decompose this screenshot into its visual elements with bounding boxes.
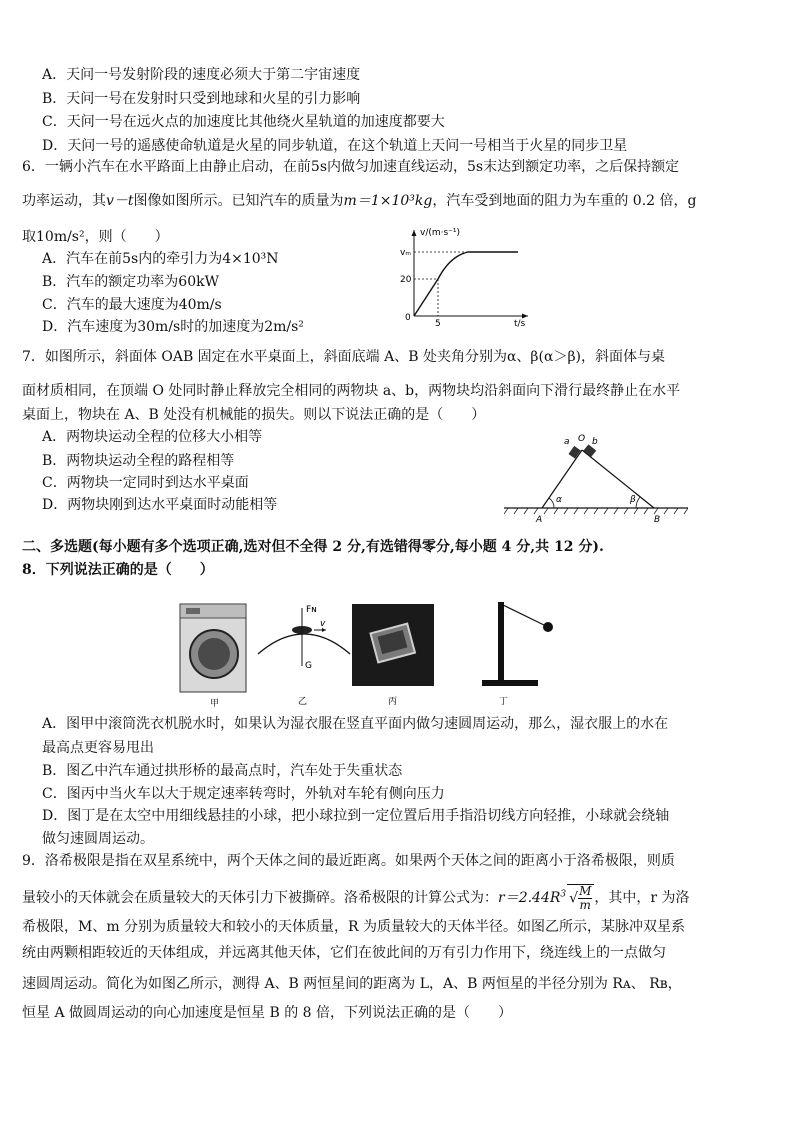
roche-formula: $r=2.44R^3$ √ $\frac{M}{m}$	[498, 890, 594, 906]
q6-stem-line2: 功率运动，其v－t图像如图所示。已知汽车的质量为m＝1×10³kg，汽车受到地面的阻力为车重的 0.2 倍，g	[22, 193, 697, 209]
q9-stem-line4: 统由两颗相距较近的天体组成，并远离其他天体，它们在彼此间的万有引力作用下，绕连线上的一点做匀	[22, 945, 666, 961]
caption-bing: 丙	[388, 697, 398, 707]
q8-option-d-line1: D．图丁是在太空中用细线悬挂的小球，把小球拉到一定位置后用手指沿切线方向轻推，小球就会绕轴	[42, 808, 670, 824]
q9-stem-line6: 恒星 A 做圆周运动的向心加速度是恒星 B 的 8 倍，下列说法正确的是（ ）	[22, 1005, 513, 1021]
q8-figure-yi-arch-bridge	[256, 600, 352, 708]
q6-stem-line1: 6．一辆小汽车在水平路面上由静止启动，在前5s内做匀加速直线运动，5s末达到额定功率，之后保持额定	[22, 159, 680, 175]
point-a-label: A	[536, 515, 543, 525]
q7-option-c: C．两物块一定同时到达水平桌面	[42, 475, 249, 491]
q7-option-a: A．两物块运动全程的位移大小相等	[42, 429, 263, 445]
point-b-label: B	[654, 515, 661, 525]
q8-option-c: C．图丙中当火车以大于规定速率转弯时，外轨对车轮有侧向压力	[42, 786, 445, 802]
q7-incline-figure	[504, 432, 688, 526]
block-a-label: a	[564, 437, 570, 447]
q9-stem-line3: 希极限，M、m 分别为质量较大和较小的天体质量，R 为质量较大的天体半径。如图乙所示，某脉冲双星系	[22, 919, 686, 935]
caption-yi: 乙	[298, 697, 308, 707]
q8-option-d-line2: 做匀速圆周运动。	[42, 831, 154, 847]
caption-jia: 甲	[210, 699, 220, 708]
q9-stem-line5: 速圆周运动。简化为如图乙所示，测得 A、B 两恒星间的距离为 L，A、B 两恒星的半径分别为 Rᴀ、 Rʙ，	[22, 976, 682, 992]
q9-stem-line1: 9．洛希极限是指在双星系统中，两个天体之间的最近距离。如果两个天体之间的距离小于洛希极限，则质	[22, 853, 675, 869]
graph-vm-label: vₘ	[400, 248, 411, 258]
q6-option-c: C．汽车的最大速度为40m/s	[42, 297, 222, 313]
alpha-label: α	[556, 495, 562, 505]
q7-option-b: B．两物块运动全程的路程相等	[42, 453, 235, 469]
section2-heading: 二、多选题(每小题有多个选项正确,选对但不全得 2 分,有选错得零分,每小题 4 分,共 12 分).	[22, 539, 604, 555]
q8-figure-bing-train	[352, 600, 434, 708]
q8-option-a-line2: 最高点更容易甩出	[42, 740, 154, 756]
q6-option-b: B．汽车的额定功率为60kW	[42, 274, 219, 290]
q5-option-d: D．天问一号的遥感使命轨道是火星的同步轨道，在这个轨道上天问一号相当于火星的同步卫星	[42, 138, 628, 154]
q7-stem-line1: 7．如图所示，斜面体 OAB 固定在水平桌面上，斜面底端 A、B 处夹角分别为α、β(α＞β)，斜面体与桌	[22, 349, 665, 365]
block-b-label: b	[592, 437, 598, 447]
q7-option-d: D．两物块刚到达水平桌面时动能相等	[42, 497, 278, 513]
graph-x-tick: 5	[435, 319, 441, 328]
q5-option-c: C．天问一号在远火点的加速度比其他绕火星轨道的加速度都要大	[42, 114, 445, 130]
vertex-o-label: O	[578, 434, 586, 444]
q8-stem: 8．下列说法正确的是（ ）	[22, 562, 214, 578]
q8-figure-ding-pendulum	[476, 596, 560, 708]
graph-origin: 0	[405, 313, 411, 323]
graph-y-tick: 20	[400, 275, 412, 285]
q5-option-b: B．天问一号在发射时只受到地球和火星的引力影响	[42, 91, 361, 107]
q5-option-a: A．天问一号发射阶段的速度必须大于第二宇宙速度	[42, 67, 361, 83]
q8-figure-jia-washing-machine	[176, 598, 252, 708]
q6-stem-line3: 取10m/s²，则（ ）	[22, 229, 169, 245]
q9-stem-line2: 量较小的天体就会在质量较大的天体引力下被撕碎。洛希极限的计算公式为：$r=2.44R^3$ √ $\frac{M}{m}$ ，其中，r 为洛	[22, 884, 690, 912]
caption-ding: 丁	[499, 697, 509, 707]
beta-label: β	[630, 495, 636, 505]
graph-x-axis-label: t/s	[514, 319, 526, 328]
q8-option-b: B．图乙中汽车通过拱形桥的最高点时，汽车处于失重状态	[42, 763, 403, 779]
gravity-g-label: G	[305, 661, 312, 671]
q7-stem-line2: 面材质相同，在顶端 O 处同时静止释放完全相同的两物块 a、b，两物块均沿斜面向下滑行最终静止在水平	[22, 383, 681, 399]
graph-y-axis-label: v/(m·s⁻¹)	[420, 228, 461, 238]
force-fn-label: Fɴ	[306, 605, 317, 615]
velocity-v-label: v	[320, 619, 326, 629]
q6-vt-graph	[388, 224, 538, 328]
q7-stem-line3: 桌面上，物块在 A、B 处没有机械能的损失。则以下说法正确的是（ ）	[22, 407, 486, 423]
q6-option-a: A．汽车在前5s内的牵引力为4×10³N	[42, 251, 279, 267]
q8-option-a-line1: A．图甲中滚筒洗衣机脱水时，如果认为湿衣服在竖直平面内做匀速圆周运动，那么，湿衣服上的水在	[42, 716, 669, 732]
q6-option-d: D．汽车速度为30m/s时的加速度为2m/s²	[42, 319, 304, 335]
